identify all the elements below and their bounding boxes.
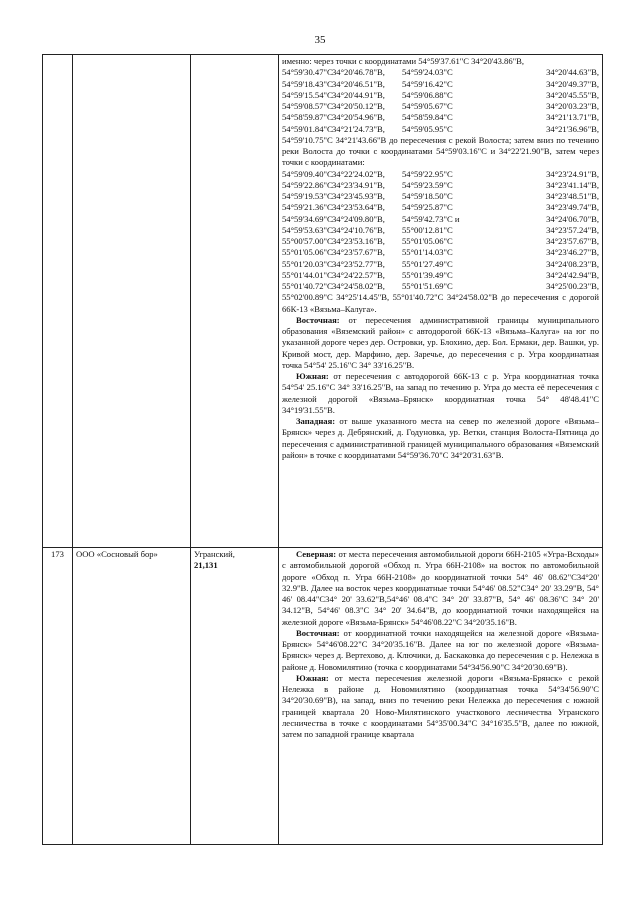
coordinate-line [282,180,599,191]
coordinate-value: 54°59'18.50"С [402,191,453,201]
coordinate-line [282,270,599,281]
direction-label: Восточная: [296,627,340,638]
coordinate-value: 34°21'36.96"В, [546,123,599,134]
coordinate-value: 34°20'46.51"В, [332,78,385,89]
coordinate-value: 54°59'22.95"С [402,168,453,179]
coordinate-value: 54°59'08.57"С [282,101,333,111]
coordinate-value: 34°23'46.27"В, [546,247,599,258]
direction-label: Северная: [296,549,337,559]
coordinate-value: 34°23'53.16"В, [332,236,385,246]
row-number-cell [43,55,73,548]
coordinate-list [282,169,599,293]
coordinate-value: 34°24'22.57"В, [332,269,385,280]
boundary-description-cell [279,55,603,548]
coordinate-value: 34°23'57.67"В, [546,236,599,246]
coordinate-line [282,67,599,78]
east-boundary [282,315,599,371]
coordinate-value: 55°01'27.49"С [402,258,453,269]
direction-label: Южная: [296,371,329,381]
coordinate-value: 54°59'18.43"С [282,78,333,89]
west-boundary [282,416,599,461]
coordinate-line [282,101,599,112]
coordinate-value: 54°59'53.63"С [282,224,333,235]
coordinate-value: 34°21'24.73"В, [332,123,385,134]
coordinate-line [282,214,599,225]
coordinate-value: 34°23'49.74"В, [546,202,599,213]
boundary-description-cell [279,548,603,845]
coordinate-value: 55°00'57.00"С [282,236,333,246]
coordinate-value: 34°24'08.23"В, [546,258,599,269]
boundary-text: от выше указанного места на север по железной дороге «Вязьма–Брянск» через д. Дебрянский, д. Годуновка, ур. Ветки, станция Волоста-Пятница до пересечения с административной границей муниципального образования «Вяземский район» в точке с координатами 54°59'36.70"С 34°20'31.63"В. [282,416,599,460]
boundary-text: от пересечения с автодорогой 66К-13 с р. Угра координатная точка 54°54' 25.16"С 34° 33'16.25"В, на запад по течению р. Угра до места её пересечения с железной дорогой «Вязьма–Брянск» координатная точка 54° 48'48.41"С 34°19'31.55"В. [282,371,599,415]
coordinate-value: 34°22'24.02"В, [332,168,385,179]
coordinate-value: 34°23'48.51"В, [546,191,599,201]
coordinate-value: 55°01'44.01"С [282,269,333,280]
coordinate-value: 55°01'05.06"С [282,247,333,258]
coordinate-value: 34°23'57.24"В, [546,224,599,235]
coordinate-value: 34°23'57.67"В, [332,247,385,258]
coordinate-value: 34°20'49.37"В, [546,78,599,89]
boundary-text: 55°02'00.89"С 34°25'14.45"В, 55°01'40.72"С 34°24'58.02"В до пересечения с дорогой 66К-13 «Вязьма–Калуга». [282,292,599,314]
coordinate-line [282,247,599,258]
coordinate-value: 54°58'59.84"С [402,112,453,123]
coordinate-line [282,124,599,135]
coordinate-value: 34°24'10.76"В, [332,224,385,235]
coordinate-value: 54°59'05.95"С [402,123,453,134]
coordinate-value: 34°23'34.91"В, [332,179,385,190]
coordinate-value: 54°59'01.84"С [282,123,333,134]
row-number-cell: 173 [43,548,73,845]
coordinate-value: 54°59'15.54"С [282,89,333,100]
east-boundary [282,628,599,673]
area-name: Угранский, [194,549,235,559]
table-row [43,55,603,548]
coordinate-value: 34°20'45.55"В, [546,89,599,100]
table-row [43,548,603,845]
coordinate-value: 34°20'54.96"В, [332,112,385,123]
coordinate-line [282,112,599,123]
boundary-text: от места пересечения автомобильной дороги 66Н-2105 «Угра-Всходы» с автомобильной дорогой «Обход п. Угра 66Н-2108» на восток по автомобильной дороге «Обход п. Угра 66Н-2108» до координатной точки 54° 46' 08.62"С34°20' 32.9"В. Далее на восток через координатные точки 54°46' 08.52"С34° 20' 33.29"В, 54° 46' 08.44"С34° 20' 33.62"В,54°46' 08.4"С 34° 20' 33.87"В, 54° 46' 08.36"С 34° 20' 34.12"В, 54°46' 08.3"С 34° 20' 34.64"В, до координатной точки находящейся на железной дороге «Вязьма-Брянск» 54°46'08.22"С 34°20'35.16"В. [282,549,599,627]
coordinate-value: 54°59'34.69"С [282,213,333,224]
coordinate-value: 34°23'24.91"В, [546,168,599,179]
coordinate-value: 34°24'09.80"В, [332,213,385,224]
coordinate-value: 54°58'59.87"С [282,112,333,123]
boundary-text: от места пересечения железной дороги «Вязьма-Брянск» с рекой Нележка в районе д. Новомилятино (координатная точка 54°34'56.90"С 34°20'30.69"В), на запад, вниз по течению реки Нележка до пересечения с южной границей квартала 20 Ново-Милятинского участкового лесничества Угранского лесничества в точке с координатами 54°35'00.34"С 34°16'35.5"В, далее по южной, затем по западной границе квартала [282,672,599,739]
area-cell [191,55,279,548]
coordinate-value: 55°01'05.06"С [402,236,453,246]
organization-cell [73,55,191,548]
coordinate-value: 34°23'45.93"В, [332,191,385,201]
coordinate-line [282,202,599,213]
coordinate-value: 55°00'12.81"С [402,224,453,235]
coordinate-value: 55°01'51.69"С [402,281,453,291]
coordinate-list [282,67,599,135]
coordinate-line [282,191,599,202]
page-number: 35 [314,34,326,46]
coordinate-value: 54°59'30.47"С [282,67,333,78]
coordinate-value: 54°59'42.73"С и [402,213,460,224]
intro-line: именно: через точки с координатами 54°59'37.61"С 34°20'43.86"В, [282,56,525,66]
coordinate-value: 55°01'14.03"С [402,247,453,258]
coordinate-value: 34°23'41.14"В, [546,179,599,190]
boundary-text: от пересечения административной границы муниципального образования «Вяземский район» с автодорогой 66К-13 «Вязьма–Калуга» на юг по указанной дороге через дер. Островки, ур. Блохино, дер. Бол. Ермаки, дер. Вашки, ур. Кривой мост, дер. Марфино, дер. Заречье, до пересечения с р. Угра координатная точка 54°54' 25.16"С 34° 33'16.25"В. [282,314,599,370]
coordinate-value: 54°59'25.87"С [402,202,453,213]
coordinate-value: 55°01'20.03"С [282,258,333,269]
organization-cell: ООО «Сосновый бор» [73,548,191,845]
south-boundary [282,673,599,741]
coordinate-line [282,259,599,270]
direction-label: Восточная: [296,314,340,325]
coordinate-line [282,281,599,292]
coordinate-value: 54°59'16.42"С [402,78,453,89]
area-cell [191,548,279,845]
area-size: 21,131 [194,560,218,571]
coordinate-value: 34°20'46.78"В, [332,67,385,78]
hunting-grounds-table [42,54,603,845]
coordinate-line [282,169,599,180]
coordinate-value: 34°23'53.64"В, [332,202,385,213]
coordinate-line [282,236,599,247]
coordinate-value: 34°24'06.70"В, [546,213,599,224]
coordinate-value: 34°20'03.23"В, [546,101,599,111]
coordinate-value: 34°21'13.71"В, [546,112,599,123]
direction-label: Южная: [296,672,329,683]
coordinate-value: 34°24'42.94"В, [546,269,599,280]
coordinate-value: 34°23'52.77"В, [332,258,385,269]
coordinate-value: 55°01'40.72"С [282,281,333,291]
coordinate-value: 34°24'58.02"В, [332,281,385,291]
coordinate-value: 54°59'23.59"С [402,179,453,190]
coordinate-value: 54°59'05.67"С [402,101,453,111]
coordinate-value: 34°20'50.12"В, [332,101,385,111]
coordinate-value: 55°01'39.49"С [402,269,453,280]
coordinate-value: 54°59'06.88"С [402,89,453,100]
coordinate-line [282,90,599,101]
boundary-text: от координатной точки находящейся на железной дороге «Вязьма-Брянск» 54°46'08.22"С 34°20'35.16"В. Далее на юг по железной дороге «Вязьма-Брянск» через д. Вертехово, д. Ключики, д. Баскаковка до пересечения с р. Нележка в районе д. Новомилятино (точка с координатами 54°34'56.90"С 34°20'30.69"В). [282,627,599,672]
coordinate-value: 54°59'24.03"С [402,67,453,78]
coordinate-value: 54°59'19.53"С [282,191,333,201]
coordinate-line [282,79,599,90]
coordinate-value: 54°59'21.36"С [282,202,333,213]
coordinate-value: 34°20'44.91"В, [332,89,385,100]
boundary-text: 54°59'10.75"С 34°21'43.66"В до пересечения с рекой Волоста; затем вниз по течению реки Волоста до точки с координатами 54°59'03.16"С и 34°22'21.90"В, затем через точки с координатами: [282,134,599,168]
south-boundary [282,371,599,416]
coordinate-value: 54°59'22.86"С [282,179,333,190]
coordinate-value: 54°59'09.40"С [282,168,333,179]
coordinate-line [282,225,599,236]
direction-label: Западная: [296,416,336,426]
north-boundary [282,549,599,628]
coordinate-value: 34°25'00.23"В, [546,281,599,291]
coordinate-value: 34°20'44.63"В, [546,67,599,78]
